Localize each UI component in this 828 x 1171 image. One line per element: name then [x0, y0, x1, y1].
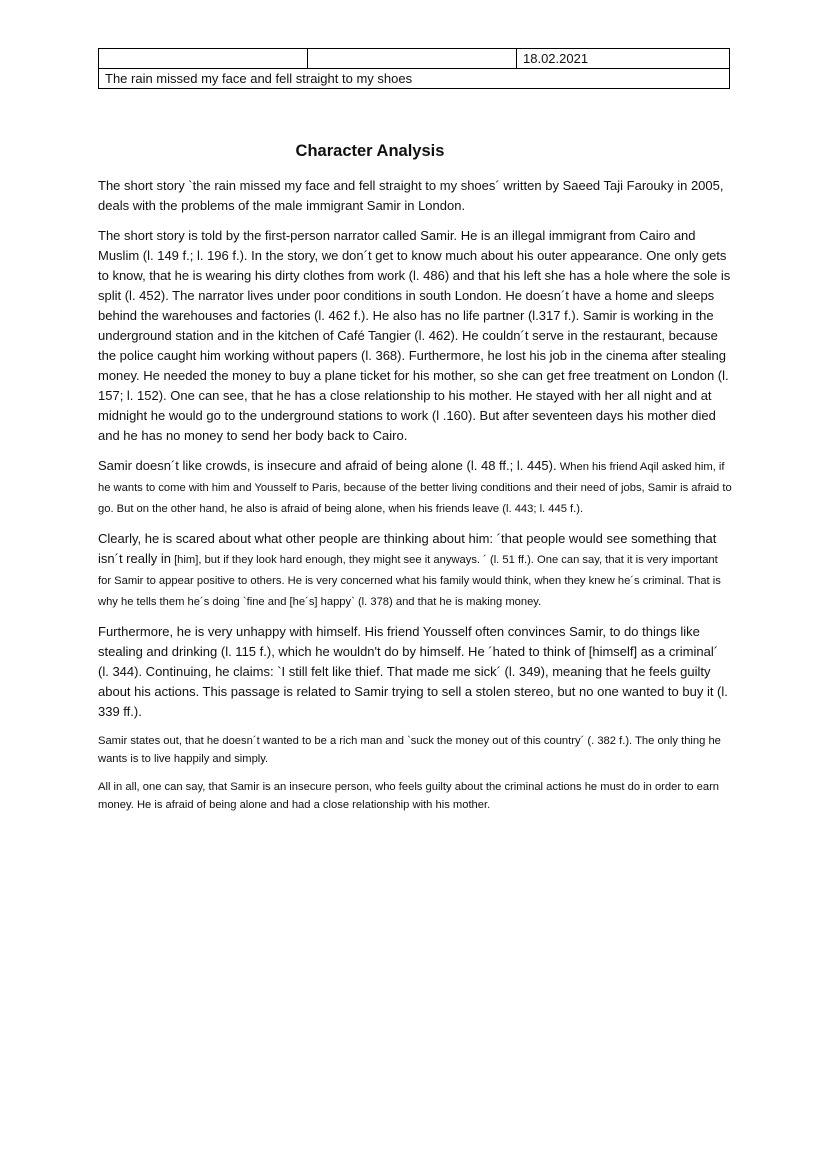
paragraph-conclusion: All in all, one can say, that Samir is an insecure person, who feels guilty about the criminal actions he must do in order to earn money. He is afraid of being alone and had a close relationship with his mother.	[98, 781, 720, 811]
header-table	[98, 48, 730, 89]
header-date: 18.02.2021	[517, 49, 730, 69]
paragraph-perception-rest: [him], but if they look hard enough, they might see it anyways. ´ (l. 51 ff.). One can say, that it is very important for Samir to appear positive to others. He is very concerned what his family would think, when they knew he´s criminal. That is why he tells them he´s doing `fine and [he´s] happy` (l. 378) and that he is making money.	[98, 554, 721, 608]
paragraph-perception	[98, 529, 732, 612]
paragraph-background: The short story is told by the first-person narrator called Samir. He is an illegal immigrant from Cairo and Muslim (l. 149 f.; l. 196 f.). In the story, we don´t get to know much about his outer appearance. One only gets to know, that he is wearing his dirty clothes from work (l. 486) and that his left she has a hole where the sole is split (l. 452). The narrator lives under poor conditions in south London. He doesn´t have a home and sleeps behind the warehouses and factories (l. 462 f.). He also has no life partner (l.317 f.). Samir is working in the underground station and in the kitchen of Café Tangier (l. 462). He couldn´t serve in the restaurant, because the police caught him working without papers (l. 368). Furthermore, he lost his job in the cinema after stealing money. He needed the money to buy a plane ticket for his mother, so she can get free treatment on London (l. 157; l. 152). One can see, that he has a close relationship to his mother. He stayed with her all night and at midnight he would go to the underground stations to work (l .160). But after seventeen days his mother died and he has no money to send her body back to Cairo.	[98, 228, 731, 443]
paragraph-insecurity-rest: When his friend Aqil asked him, if he wants to come with him and Yousself to Paris, because of the better living conditions and their need of jobs, Samir is afraid to go. But on the other hand, he also is afraid of being alone, when his friends leave (l. 443; l. 445 f.).	[98, 461, 732, 515]
paragraph-insecurity	[98, 456, 732, 519]
paragraph-insecurity-lead: Samir doesn´t like crowds, is insecure and afraid of being alone (l. 48 ff.; l. 445).	[98, 458, 557, 473]
paragraph-perception-lead: Clearly, he is scared about what other people are thinking about him: ´that people would see something that isn´t really in	[98, 531, 717, 566]
header-cell-blank-2	[308, 49, 517, 69]
document-body	[98, 176, 732, 824]
header-subject: The rain missed my face and fell straight to my shoes	[99, 69, 730, 89]
paragraph-guilt: Furthermore, he is very unhappy with himself. His friend Yousself often convinces Samir, to do things like stealing and drinking (l. 115 f.), which he wouldn't do by himself. He ´hated to think of [himself] as a criminal´ (l. 344). Continuing, he claims: `I still felt like thief. That made me sick´ (l. 349), meaning that he feels guilty about his actions. This passage is related to Samir trying to sell a stolen stereo, but no one wanted to buy it (l. 339 ff.).	[98, 624, 728, 719]
paragraph-intro: The short story `the rain missed my face and fell straight to my shoes´ written by Saeed Taji Farouky in 2005, deals with the problems of the male immigrant Samir in London.	[98, 178, 724, 213]
header-cell-blank-1	[99, 49, 308, 69]
paragraph-simple-life: Samir states out, that he doesn´t wanted to be a rich man and `suck the money out of this country´ (. 382 f.). The only thing he wants is to live happily and simply.	[98, 735, 721, 765]
page-title: Character Analysis	[295, 142, 445, 160]
